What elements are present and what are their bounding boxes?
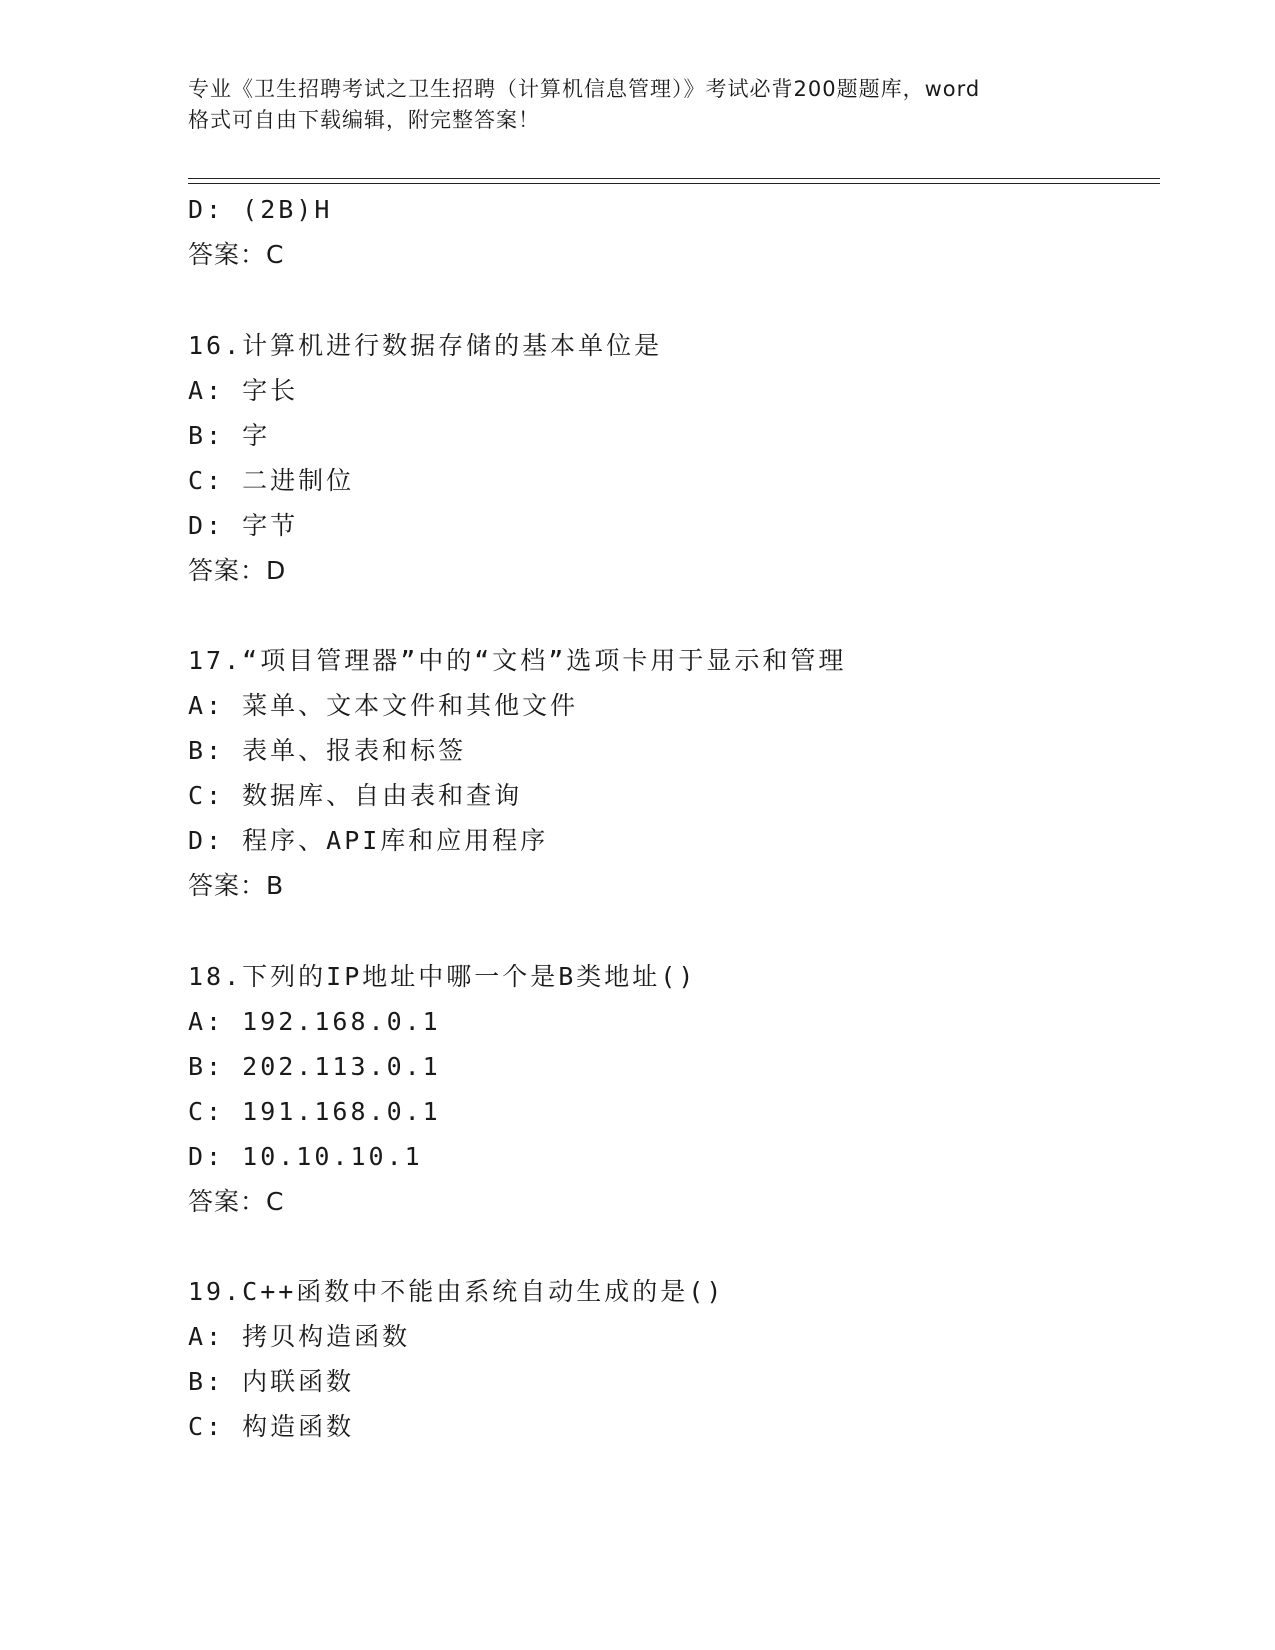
q18-answer: 答案：C	[188, 1187, 285, 1216]
q17-question: 17.“项目管理器”中的“文档”选项卡用于显示和管理	[188, 646, 847, 675]
q16-answer: 答案：D	[188, 556, 287, 585]
header-divider-bottom	[188, 183, 1160, 184]
q19-question: 19.C++函数中不能由系统自动生成的是()	[188, 1277, 725, 1306]
q19-option-a: A: 拷贝构造函数	[188, 1322, 411, 1351]
q19-option-c: C: 构造函数	[188, 1412, 355, 1441]
q18-option-d: D: 10.10.10.1	[188, 1142, 423, 1171]
header-line-1: 专业《卫生招聘考试之卫生招聘（计算机信息管理）》考试必背200题题库，word	[188, 77, 981, 101]
q18-question: 18.下列的IP地址中哪一个是B类地址()	[188, 962, 697, 991]
q17-option-c: C: 数据库、自由表和查询	[188, 781, 523, 810]
q15-option-d: D: (2B)H	[188, 195, 333, 224]
q16-option-c: C: 二进制位	[188, 466, 355, 495]
q17-option-a: A: 菜单、文本文件和其他文件	[188, 691, 579, 720]
q18-option-c: C: 191.168.0.1	[188, 1097, 441, 1126]
q17-option-d: D: 程序、API库和应用程序	[188, 826, 549, 855]
q16-option-a: A: 字长	[188, 376, 299, 405]
q19-option-b: B: 内联函数	[188, 1367, 355, 1396]
q17-option-b: B: 表单、报表和标签	[188, 736, 467, 765]
q15-answer: 答案：C	[188, 240, 285, 269]
document-header	[188, 74, 1108, 136]
q18-option-b: B: 202.113.0.1	[188, 1052, 441, 1081]
q17-answer: 答案：B	[188, 871, 285, 900]
header-line-2: 格式可自由下载编辑，附完整答案！	[188, 108, 540, 132]
header-divider-top	[188, 178, 1160, 179]
q16-question: 16.计算机进行数据存储的基本单位是	[188, 331, 663, 360]
q16-option-d: D: 字节	[188, 511, 299, 540]
q16-option-b: B: 字	[188, 421, 271, 450]
q18-option-a: A: 192.168.0.1	[188, 1007, 441, 1036]
